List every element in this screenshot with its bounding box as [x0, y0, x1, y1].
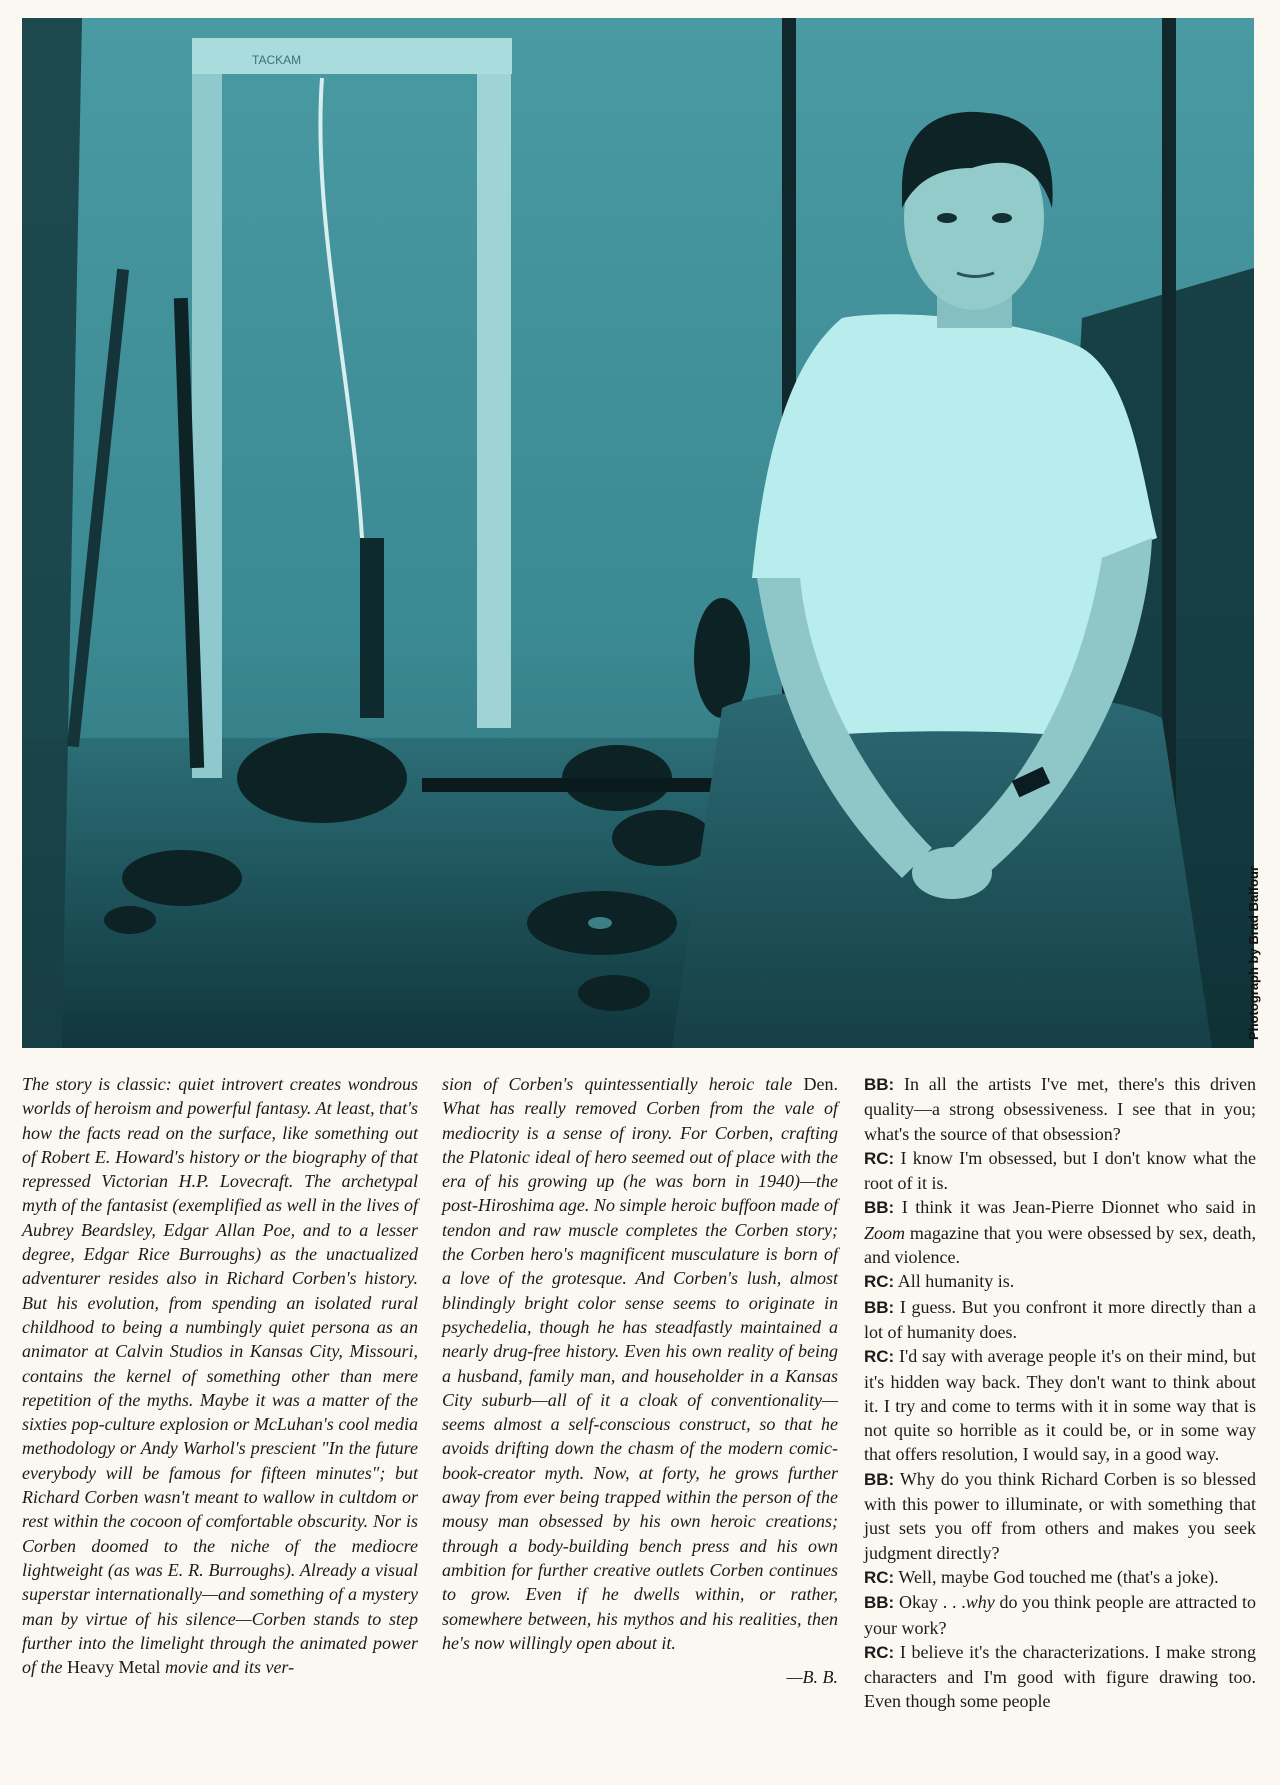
entry-text: All humanity is. — [897, 1271, 1015, 1292]
photo-credit: Photograph by Brad Balfour — [1246, 865, 1261, 1040]
speaker-label: RC: — [864, 1642, 895, 1662]
speaker-label: BB: — [864, 1075, 895, 1094]
speaker-label: RC: — [864, 1347, 895, 1367]
entry-text: Okay . . . — [898, 1592, 966, 1613]
intro-text-1: The story is classic: quiet introvert creates wondrous worlds of heroism and powerful fantasy. At least, that's how the facts read on the surface, like something out of Robert E. Howard's history or the biography of that repressed Victorian H.P. Lovecraft. The archetypal myth of the fantasist (exemplified as well in the lives of Aubrey Beardsley, Edgar Allan Poe, and to a lesser degree, Edgar Rice Burroughs) as the unactualized adventurer resides also in Richard Corben's history. But his evolution, from spending an isolated rural childhood to being a numbingly quiet persona as an animator at Calvin Studios in Kansas City, Missouri, contains the kernel of something other than mere repetition of the myths. Maybe it was a matter of the sixties pop-culture explosion or McLuhan's cool media methodology or Andy Warhol's prescient "In the future everybody will be famous for fifteen minutes"; but Richard Corben wasn't meant to wallow in cultdom or rest within the cocoon of comfortable obscurity. Nor is Corben doomed to the niche of the mediocre lightweight (as was E. R. Burroughs). Already a visual superstar internationally—and something of a mystery man by virtue of his silence—Corben stands to step further into the limelight through the animated power of the — [22, 1074, 418, 1678]
entry-text: I guess. But you confront it more directly than a lot of humanity does. — [864, 1296, 1257, 1342]
intro-text-2-start: sion of Corben's quintessentially heroic tale — [442, 1074, 793, 1094]
emphasis-why: why — [965, 1592, 995, 1613]
speaker-label: BB: — [864, 1469, 895, 1489]
interview-entry — [864, 1295, 1256, 1345]
interview-entry — [864, 1269, 1256, 1294]
entry-text: I believe it's the characterizations. I make strong characters and I'm good with figure drawing too. Even though some people — [864, 1641, 1256, 1712]
tape-label: TACKAM — [252, 53, 302, 67]
speaker-label: BB: — [864, 1198, 895, 1218]
intro-paragraph-2 — [442, 1072, 838, 1655]
portrait-photo — [22, 18, 1254, 1048]
speaker-label: BB: — [864, 1297, 895, 1317]
interview-entry — [864, 1467, 1256, 1565]
entry-text: I'd say with average people it's on their mind, but it's hidden way back. They don't want to think about it. I try and come to terms with it in some way that is not quite so horrible as it could be, or in some way that offers resolution, I would say, in a good way. — [864, 1346, 1257, 1465]
den-title: Den. — [803, 1074, 839, 1094]
interview-entry — [864, 1565, 1256, 1590]
wood-beam — [192, 38, 512, 74]
entry-text: In all the artists I've met, there's this driven quality—a strong obsessiveness. I see that in you; what's the source of that obsession? — [864, 1074, 1256, 1144]
intro-text-1-end: movie and its ver- — [164, 1657, 295, 1678]
interview-entry — [864, 1195, 1256, 1269]
interview-entry — [864, 1640, 1256, 1714]
interview-entry — [864, 1072, 1256, 1146]
interview-entry — [864, 1146, 1256, 1196]
intro-column-1 — [22, 1072, 418, 1679]
speaker-label: BB: — [864, 1593, 895, 1613]
intro-text-2: What has really removed Corben from the vale of mediocrity is a sense of irony. For Corben, crafting the Platonic ideal of hero seemed out of place with the era of his growing up (he was born in 1940)—the post-Hiroshima age. No simple heroic buffoon made of tendon and raw muscle completes the Corben story; the Corben hero's magnificent musculature is born of a love of the grotesque. And Corben's lush, almost blindingly bright color sense seems to originate in psychedelia, though he has steadfastly maintained a nearly drug-free history. Even his own reality of being a husband, family man, and householder in a Kansas City suburb—all of it a cloak of conventionality—seems almost a self-conscious construct, so that he avoids drifting down the chasm of the modern comic-book-creator myth. Now, at forty, he grows further away from ever being trapped within the person of the mousy man obsessed by his own heroic creations; through a body-building bench press and his own ambition for further creative outlets Corben continues to grow. Even if he dwells within, or rather, somewhere between, his mythos and his realities, then he's now willingly open about it. — [442, 1098, 838, 1653]
photo-illustration — [22, 18, 1254, 1048]
speaker-label: RC: — [864, 1272, 895, 1292]
interview-column — [864, 1072, 1256, 1714]
speaker-label: RC: — [864, 1148, 895, 1168]
entry-text: I think it was Jean-Pierre Dionnet who said in — [901, 1197, 1257, 1218]
interview-entry — [864, 1590, 1256, 1640]
speaker-label: RC: — [864, 1567, 895, 1587]
interview-entry — [864, 1344, 1256, 1466]
entry-text: Well, maybe God touched me (that's a joke). — [898, 1566, 1219, 1587]
intro-column-2 — [442, 1072, 838, 1689]
entry-text: do you think people are attracted to your work? — [864, 1592, 1257, 1638]
author-signature: —B. B. — [786, 1667, 838, 1688]
entry-text: Why do you think Richard Corben is so blessed with this power to illuminate, or with something that just sets you off from others and makes you seek judgment directly? — [864, 1468, 1256, 1563]
heavy-metal-title: Heavy Metal — [67, 1657, 161, 1678]
intro-paragraph-1 — [22, 1072, 418, 1679]
entry-text: magazine that you were obsessed by sex, death, and violence. — [864, 1222, 1257, 1268]
entry-text: I know I'm obsessed, but I don't know what the root of it is. — [864, 1147, 1257, 1194]
wood-post-right — [477, 38, 511, 728]
zoom-magazine-title: Zoom — [864, 1222, 906, 1243]
